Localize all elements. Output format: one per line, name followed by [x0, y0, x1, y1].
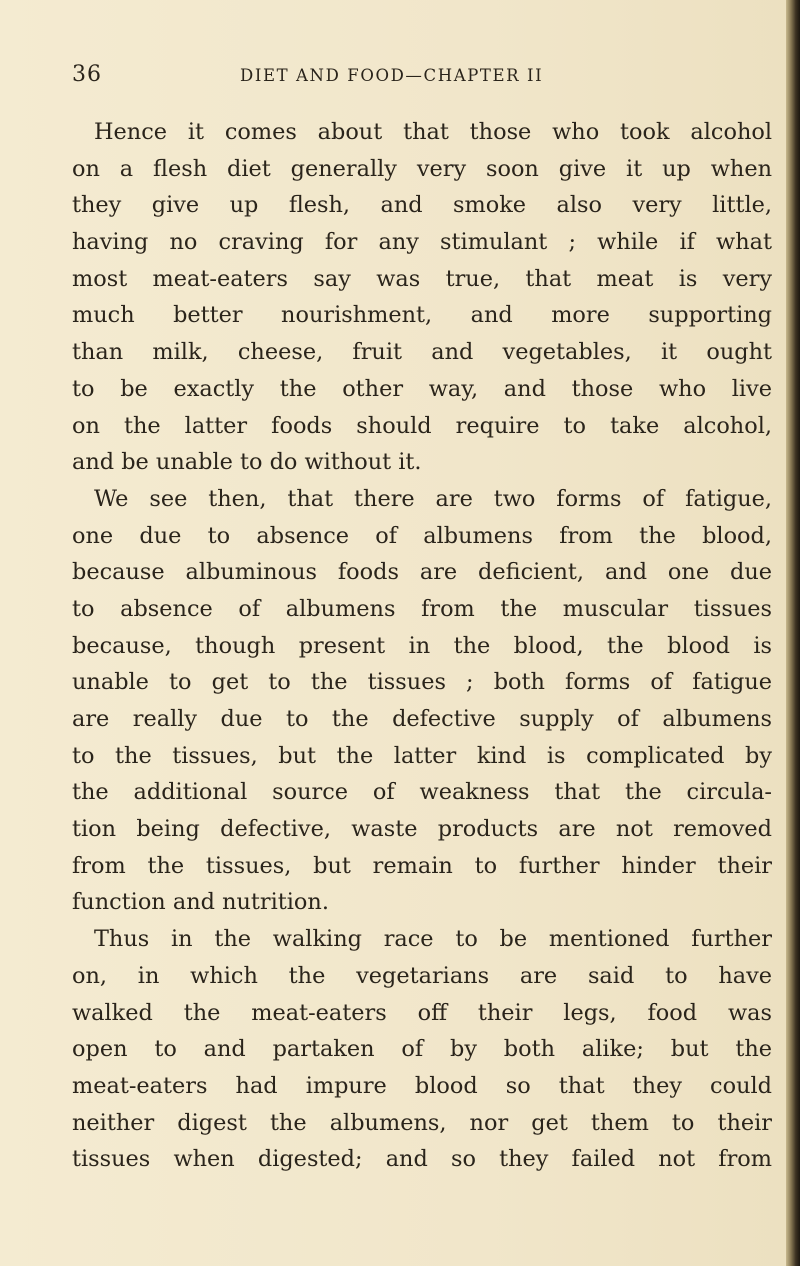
- text-line: the additional source of weakness that the circula-: [72, 779, 772, 806]
- text-line: they give up flesh, and smoke also very little,: [72, 192, 772, 219]
- page-header: [72, 62, 772, 94]
- text-line: walked the meat-eaters off their legs, food was: [72, 999, 772, 1026]
- text-line: to absence of albumens from the muscular tissues: [72, 595, 772, 622]
- paragraph: [72, 481, 772, 921]
- text-line: than milk, cheese, fruit and vegetables, it ought: [72, 339, 772, 366]
- text-line: neither digest the albumens, nor get them to their: [72, 1109, 772, 1136]
- text-line: meat-eaters had impure blood so that they could: [72, 1072, 772, 1099]
- body-text: [72, 114, 772, 1178]
- text-line: Thus in the walking race to be mentioned further: [94, 926, 772, 953]
- paragraph: [72, 114, 772, 481]
- text-line: We see then, that there are two forms of fatigue,: [94, 485, 772, 512]
- paragraph: [72, 921, 772, 1178]
- text-line: much better nourishment, and more supporting: [72, 302, 772, 329]
- text-line: and be unable to do without it.: [72, 449, 422, 476]
- text-line: to be exactly the other way, and those who live: [72, 375, 772, 402]
- text-line: because, though present in the blood, the blood is: [72, 632, 772, 659]
- text-line: unable to get to the tissues ; both forms of fatigue: [72, 669, 772, 696]
- text-line: because albuminous foods are deficient, and one due: [72, 559, 772, 586]
- text-line: open to and partaken of by both alike; but the: [72, 1036, 772, 1063]
- text-line: from the tissues, but remain to further hinder their: [72, 852, 772, 879]
- page-edge-shadow: [786, 0, 800, 1266]
- text-line: tion being defective, waste products are not removed: [72, 816, 772, 843]
- text-line: are really due to the defective supply of albumens: [72, 706, 772, 732]
- text-line: function and nutrition.: [72, 889, 329, 916]
- text-line: having no craving for any stimulant ; while if what: [72, 229, 772, 256]
- text-line: Hence it comes about that those who took alcohol: [94, 119, 772, 145]
- text-line: on the latter foods should require to take alcohol,: [72, 412, 772, 439]
- page-number: 36: [72, 62, 102, 87]
- text-line: most meat-eaters say was true, that meat is very: [72, 265, 772, 292]
- text-line: on, in which the vegetarians are said to have: [72, 962, 772, 989]
- text-line: one due to absence of albumens from the blood,: [72, 522, 772, 549]
- text-line: to the tissues, but the latter kind is complicated by: [72, 742, 772, 769]
- text-line: on a flesh diet generally very soon give it up when: [72, 155, 772, 182]
- text-line: tissues when digested; and so they failed not from: [72, 1146, 772, 1173]
- running-head: DIET AND FOOD—CHAPTER II: [240, 66, 544, 85]
